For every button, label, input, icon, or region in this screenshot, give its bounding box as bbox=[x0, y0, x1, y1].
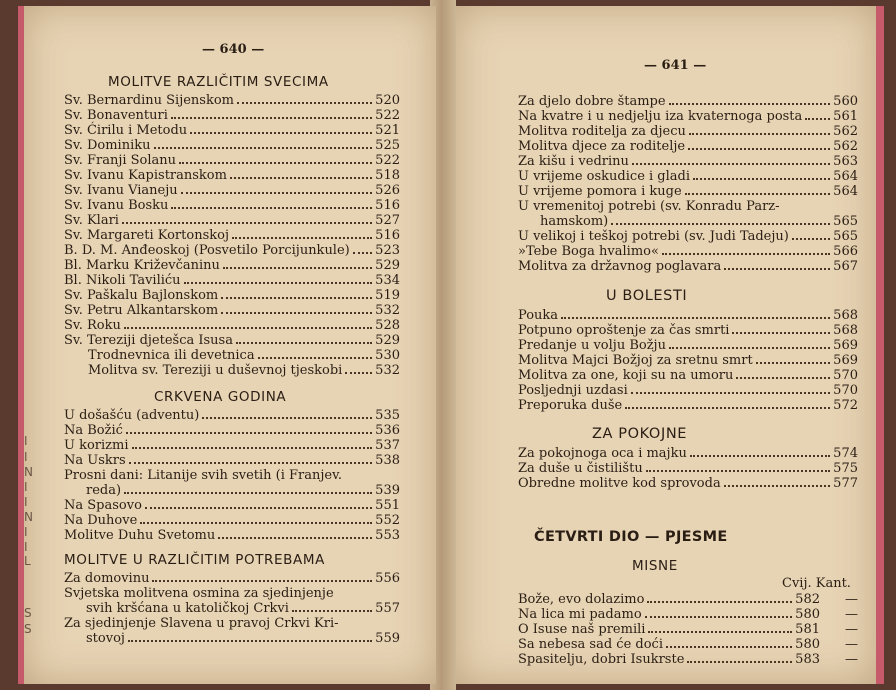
toc-entry bbox=[64, 498, 400, 513]
leader-dots bbox=[561, 308, 830, 319]
toc-entry-page: 569 bbox=[833, 338, 858, 353]
toc-entry-page: 565 bbox=[833, 229, 858, 244]
toc-entry-page: 529 bbox=[375, 333, 400, 348]
toc-entry bbox=[88, 363, 400, 378]
song-page-kant: — bbox=[845, 637, 858, 652]
toc-entry bbox=[64, 453, 400, 468]
leader-dots bbox=[230, 168, 372, 179]
toc-entry bbox=[64, 153, 400, 168]
leader-dots bbox=[736, 368, 830, 379]
toc-entry-text: Prosni dani: Litanije svih svetih (i Franjev. bbox=[64, 468, 343, 483]
toc-entry bbox=[88, 348, 400, 363]
leader-dots bbox=[128, 631, 372, 642]
toc-entry-page: 528 bbox=[375, 318, 400, 333]
leader-dots bbox=[611, 214, 830, 225]
toc-entry bbox=[518, 229, 858, 244]
toc-entry-page: 556 bbox=[375, 571, 400, 586]
toc-entry bbox=[518, 323, 858, 338]
leader-dots bbox=[724, 259, 830, 270]
toc-entry-page: 567 bbox=[833, 259, 858, 274]
toc-entry-text: Sv. Bernardinu Sijenskom bbox=[64, 93, 234, 108]
song-page-cvij: 581 bbox=[795, 622, 820, 637]
song-page-kant: — bbox=[845, 607, 858, 622]
toc-entry-text: Sv. Petru Alkantarskom bbox=[64, 303, 219, 318]
toc-entry-text: Sv. Ćirilu i Metodu bbox=[64, 123, 188, 138]
toc-entry bbox=[64, 258, 400, 273]
toc-entry-page: 565 bbox=[833, 214, 858, 229]
leader-dots bbox=[688, 139, 830, 150]
toc-entry bbox=[64, 243, 400, 258]
toc-entry bbox=[518, 244, 858, 259]
leader-dots bbox=[126, 423, 372, 434]
toc-entry bbox=[518, 109, 858, 124]
edge-letter: I bbox=[24, 480, 28, 494]
toc-entry-page: 527 bbox=[375, 213, 400, 228]
toc-entry-page: 538 bbox=[375, 453, 400, 468]
leader-dots bbox=[218, 528, 372, 539]
toc-entry-page: 539 bbox=[375, 483, 400, 498]
toc-entry-text: Obredne molitve kod sprovoda bbox=[518, 476, 721, 491]
toc-entry-page: 532 bbox=[375, 363, 400, 378]
subsection-title: MISNE bbox=[632, 558, 678, 574]
toc-entry-text: Trodnevnica ili devetnica bbox=[88, 348, 255, 363]
toc-entry-text: Sv. Ivanu Vianeju bbox=[64, 183, 178, 198]
leader-dots bbox=[645, 607, 793, 618]
toc-entry-page: 523 bbox=[375, 243, 400, 258]
leader-dots bbox=[805, 109, 830, 120]
toc-entry-page: 562 bbox=[833, 139, 858, 154]
toc-entry-text: Posljednji uzdasi bbox=[518, 383, 628, 398]
toc-entry bbox=[64, 318, 400, 333]
toc-entry-text: Sv. Roku bbox=[64, 318, 121, 333]
song-title: Sa nebesa sad će doći bbox=[518, 637, 663, 652]
toc-entry bbox=[518, 398, 858, 413]
toc-entry-page: 553 bbox=[375, 528, 400, 543]
leader-dots bbox=[129, 453, 373, 464]
toc-entry-text: Za domovinu bbox=[64, 571, 150, 586]
song-page-kant: — bbox=[845, 652, 858, 667]
leader-dots bbox=[647, 592, 792, 603]
song-page-kant: — bbox=[845, 622, 858, 637]
toc-entry-page: 557 bbox=[375, 601, 400, 616]
toc-entry-page: 570 bbox=[833, 383, 858, 398]
toc-entry-page: 519 bbox=[375, 288, 400, 303]
toc-entry bbox=[64, 438, 400, 453]
toc-entry-page: 534 bbox=[375, 273, 400, 288]
leader-dots bbox=[732, 323, 830, 334]
leader-dots bbox=[687, 652, 792, 663]
toc-entry-page: 526 bbox=[375, 183, 400, 198]
toc-entry bbox=[64, 513, 400, 528]
toc-entry-page: 568 bbox=[833, 308, 858, 323]
toc-entry-text: Sv. Ivanu Kapistranskom bbox=[64, 168, 227, 183]
song-page-cvij: 580 bbox=[795, 637, 820, 652]
toc-entry-page: 525 bbox=[375, 138, 400, 153]
leader-dots bbox=[646, 461, 830, 472]
toc-entry-text: Svjetska molitvena osmina za sjedinjenje bbox=[64, 586, 334, 601]
toc-entry bbox=[86, 631, 400, 646]
toc-entry bbox=[518, 308, 858, 323]
toc-entry-page: 564 bbox=[833, 184, 858, 199]
edge-letter: L bbox=[24, 554, 31, 568]
toc-entry bbox=[64, 423, 400, 438]
section-heading: ZA POKOJNE bbox=[592, 426, 688, 442]
section-heading: U BOLESTI bbox=[606, 288, 688, 304]
toc-entry-page: 564 bbox=[833, 169, 858, 184]
song-title: O Isuse naš premili bbox=[518, 622, 646, 637]
toc-entry bbox=[518, 338, 858, 353]
toc-entry-text-cont: stovoj bbox=[86, 631, 125, 646]
edge-letter: I bbox=[24, 540, 28, 554]
toc-entry-text: Molitva Majci Božjoj za sretnu smrt bbox=[518, 353, 753, 368]
song-title: Spasitelju, dobri Isukrste bbox=[518, 652, 685, 667]
toc-entry-page: 532 bbox=[375, 303, 400, 318]
toc-entry-text: U došašću (adventu) bbox=[64, 408, 200, 423]
edge-letter: I bbox=[24, 525, 28, 539]
toc-entry-text: Molitva za one, koji su na umoru bbox=[518, 368, 734, 383]
toc-entry bbox=[518, 184, 858, 199]
page-number-right: — 641 — bbox=[644, 58, 707, 73]
toc-entry-page: 572 bbox=[833, 398, 858, 413]
toc-entry bbox=[540, 214, 858, 229]
toc-entry bbox=[64, 123, 400, 138]
toc-entry-text: Sv. Bonaventuri bbox=[64, 108, 168, 123]
column-header: Cvij. Kant. bbox=[782, 576, 851, 591]
toc-entry-text: U vrijeme oskudice i gladi bbox=[518, 169, 691, 184]
leader-dots bbox=[236, 333, 372, 344]
leader-dots bbox=[669, 94, 831, 105]
song-entry bbox=[518, 622, 858, 637]
leader-dots bbox=[221, 303, 372, 314]
leader-dots bbox=[690, 446, 830, 457]
toc-entry-text: Za duše u čistilištu bbox=[518, 461, 643, 476]
leader-dots bbox=[122, 213, 372, 224]
leader-dots bbox=[689, 124, 830, 135]
section-heading: MOLITVE U RAZLIČITIM POTREBAMA bbox=[64, 552, 325, 568]
song-page-kant: — bbox=[845, 592, 858, 607]
leader-dots bbox=[685, 184, 831, 195]
toc-entry bbox=[64, 303, 400, 318]
toc-entry bbox=[64, 571, 400, 586]
leader-dots bbox=[223, 258, 372, 269]
leader-dots bbox=[171, 108, 372, 119]
toc-entry-page: 561 bbox=[833, 109, 858, 124]
edge-letter: I bbox=[24, 434, 28, 448]
toc-entry bbox=[64, 198, 400, 213]
leader-dots bbox=[184, 273, 373, 284]
toc-entry-text-cont: hamskom) bbox=[540, 214, 609, 229]
toc-entry bbox=[518, 139, 858, 154]
leader-dots bbox=[232, 228, 372, 239]
toc-entry-text: Sv. Klari bbox=[64, 213, 119, 228]
toc-entry bbox=[518, 154, 858, 169]
toc-entry-text: Za djelo dobre štampe bbox=[518, 94, 666, 109]
toc-entry-page: 521 bbox=[375, 123, 400, 138]
toc-entry-text: U korizmi bbox=[64, 438, 129, 453]
toc-entry-page: 568 bbox=[833, 323, 858, 338]
toc-entry-text-cont: svih kršćana u katoličkoj Crkvi bbox=[86, 601, 289, 616]
edge-letter: N bbox=[24, 465, 33, 479]
part-title: ČETVRTI DIO — PJESME bbox=[534, 529, 728, 545]
toc-entry-text: Sv. Ivanu Bosku bbox=[64, 198, 169, 213]
right-page bbox=[456, 6, 884, 684]
edge-letter: S bbox=[24, 622, 32, 636]
toc-entry-text: Molitva djece za roditelje bbox=[518, 139, 686, 154]
leader-dots bbox=[179, 153, 372, 164]
leader-dots bbox=[792, 229, 830, 240]
toc-entry bbox=[64, 138, 400, 153]
leader-dots bbox=[140, 513, 372, 524]
toc-entry-page: 529 bbox=[375, 258, 400, 273]
leader-dots bbox=[202, 408, 372, 419]
leader-dots bbox=[154, 138, 373, 149]
toc-entry-page: 536 bbox=[375, 423, 400, 438]
leader-dots bbox=[669, 338, 830, 349]
toc-entry bbox=[518, 461, 858, 476]
toc-entry-page: 516 bbox=[375, 228, 400, 243]
toc-entry bbox=[86, 483, 400, 498]
toc-entry-text: Molitva sv. Tereziji u duševnoj tjeskobi bbox=[88, 363, 343, 378]
song-title: Na lica mi padamo bbox=[518, 607, 642, 622]
leader-dots bbox=[756, 353, 831, 364]
edge-letter: S bbox=[24, 606, 32, 620]
toc-entry-text: Sv. Paškalu Bajlonskom bbox=[64, 288, 219, 303]
leader-dots bbox=[662, 244, 830, 255]
toc-entry bbox=[518, 476, 858, 491]
toc-entry-page: 522 bbox=[375, 108, 400, 123]
toc-entry-text: Preporuka duše bbox=[518, 398, 623, 413]
toc-entry bbox=[64, 408, 400, 423]
leader-dots bbox=[292, 601, 372, 612]
toc-entry-text: Molitva roditelja za djecu bbox=[518, 124, 686, 139]
toc-entry-text: Sv. Margareti Kortonskoj bbox=[64, 228, 229, 243]
leader-dots bbox=[724, 476, 830, 487]
toc-entry-text: U vremenitoj potrebi (sv. Konradu Parz- bbox=[518, 199, 780, 214]
toc-entry-text: Na Duhove bbox=[64, 513, 138, 528]
section-heading: CRKVENA GODINA bbox=[154, 389, 287, 405]
toc-entry-text: Sv. Franji Solanu bbox=[64, 153, 177, 168]
toc-entry-text: Za sjedinjenje Slavena u pravoj Crkvi Kri- bbox=[64, 616, 339, 631]
toc-entry bbox=[518, 124, 858, 139]
leader-dots bbox=[152, 571, 372, 582]
toc-entry-page: 535 bbox=[375, 408, 400, 423]
toc-entry bbox=[86, 601, 400, 616]
toc-entry-text: Molitve Duhu Svetomu bbox=[64, 528, 216, 543]
toc-entry-page: 577 bbox=[833, 476, 858, 491]
left-page bbox=[18, 6, 436, 684]
leader-dots bbox=[190, 123, 372, 134]
song-entry bbox=[518, 637, 858, 652]
edge-letter: N bbox=[24, 510, 33, 524]
toc-entry-page: 520 bbox=[375, 93, 400, 108]
leader-dots bbox=[631, 383, 830, 394]
leader-dots bbox=[632, 154, 830, 165]
toc-entry bbox=[518, 94, 858, 109]
section-heading: MOLITVE RAZLIČITIM SVECIMA bbox=[108, 74, 329, 90]
toc-entry-text: U velikoj i teškoj potrebi (sv. Judi Tadeju) bbox=[518, 229, 789, 244]
toc-entry-text-cont: reda) bbox=[86, 483, 122, 498]
edge-letter: I bbox=[24, 450, 28, 464]
toc-entry-text: Sv. Dominiku bbox=[64, 138, 151, 153]
toc-entry bbox=[64, 183, 400, 198]
toc-entry-page: 522 bbox=[375, 153, 400, 168]
leader-dots bbox=[625, 398, 830, 409]
toc-entry-page: 537 bbox=[375, 438, 400, 453]
toc-entry bbox=[64, 288, 400, 303]
toc-entry-page: 569 bbox=[833, 353, 858, 368]
page-number-left: — 640 — bbox=[202, 42, 265, 57]
toc-entry bbox=[518, 446, 858, 461]
leader-dots bbox=[648, 622, 792, 633]
toc-entry-text: B. D. M. Anđeoskoj (Posvetilo Porcijunkule) bbox=[64, 243, 350, 258]
toc-entry-text: Za kišu i vedrinu bbox=[518, 154, 629, 169]
leader-dots bbox=[181, 183, 373, 194]
toc-entry-page: 560 bbox=[833, 94, 858, 109]
toc-entry-text: Molitva za državnog poglavara bbox=[518, 259, 722, 274]
toc-entry-text: U vrijeme pomora i kuge bbox=[518, 184, 682, 199]
leader-dots bbox=[345, 363, 372, 374]
toc-entry-page: 518 bbox=[375, 168, 400, 183]
song-entry bbox=[518, 652, 858, 667]
leader-dots bbox=[666, 637, 792, 648]
toc-entry bbox=[64, 213, 400, 228]
toc-entry-page: 563 bbox=[833, 154, 858, 169]
leader-dots bbox=[124, 483, 372, 494]
toc-entry-text: Na Božić bbox=[64, 423, 123, 438]
song-page-cvij: 580 bbox=[795, 607, 820, 622]
toc-entry-page: 530 bbox=[375, 348, 400, 363]
toc-entry-text: Potpuno oproštenje za čas smrti bbox=[518, 323, 730, 338]
toc-entry-text: Sv. Tereziji djetešca Isusa bbox=[64, 333, 233, 348]
toc-entry bbox=[518, 383, 858, 398]
leader-dots bbox=[693, 169, 830, 180]
toc-entry-text: Na Spasovo bbox=[64, 498, 142, 513]
toc-entry-text: Na kvatre i u nedjelju iza kvaternoga posta bbox=[518, 109, 803, 124]
leader-dots bbox=[171, 198, 372, 209]
toc-entry-text: Bl. Nikoli Taviliću bbox=[64, 273, 181, 288]
toc-entry-text: Za pokojnoga oca i majku bbox=[518, 446, 687, 461]
toc-entry-page: 570 bbox=[833, 368, 858, 383]
song-page-cvij: 583 bbox=[795, 652, 820, 667]
leader-dots bbox=[221, 288, 372, 299]
leader-dots bbox=[132, 438, 373, 449]
toc-entry-text: »Tebe Boga hvalimo« bbox=[518, 244, 659, 259]
leader-dots bbox=[145, 498, 372, 509]
toc-entry bbox=[518, 353, 858, 368]
song-entry bbox=[518, 607, 858, 622]
song-entry bbox=[518, 592, 858, 607]
toc-entry bbox=[64, 108, 400, 123]
toc-entry-text: Na Uskrs bbox=[64, 453, 126, 468]
toc-entry bbox=[64, 228, 400, 243]
toc-entry-page: 574 bbox=[833, 446, 858, 461]
toc-entry-page: 566 bbox=[833, 244, 858, 259]
toc-entry-text: Predanje u volju Božju bbox=[518, 338, 666, 353]
toc-entry-page: 559 bbox=[375, 631, 400, 646]
toc-entry-page: 551 bbox=[375, 498, 400, 513]
toc-entry bbox=[518, 368, 858, 383]
edge-letter: I bbox=[24, 495, 28, 509]
leader-dots bbox=[258, 348, 373, 359]
song-page-cvij: 582 bbox=[795, 592, 820, 607]
toc-entry bbox=[64, 273, 400, 288]
toc-entry-text: Bl. Marku Križevčaninu bbox=[64, 258, 220, 273]
toc-entry bbox=[64, 333, 400, 348]
song-title: Bože, evo dolazimo bbox=[518, 592, 645, 607]
toc-entry bbox=[64, 168, 400, 183]
leader-dots bbox=[124, 318, 372, 329]
toc-entry-page: 562 bbox=[833, 124, 858, 139]
toc-entry-page: 552 bbox=[375, 513, 400, 528]
leader-dots bbox=[237, 93, 372, 104]
toc-entry bbox=[518, 259, 858, 274]
toc-entry-page: 516 bbox=[375, 198, 400, 213]
toc-entry-text: Pouka bbox=[518, 308, 559, 323]
leader-dots bbox=[353, 243, 372, 254]
toc-entry bbox=[64, 528, 400, 543]
toc-entry bbox=[518, 169, 858, 184]
toc-entry bbox=[64, 93, 400, 108]
toc-entry-page: 575 bbox=[833, 461, 858, 476]
